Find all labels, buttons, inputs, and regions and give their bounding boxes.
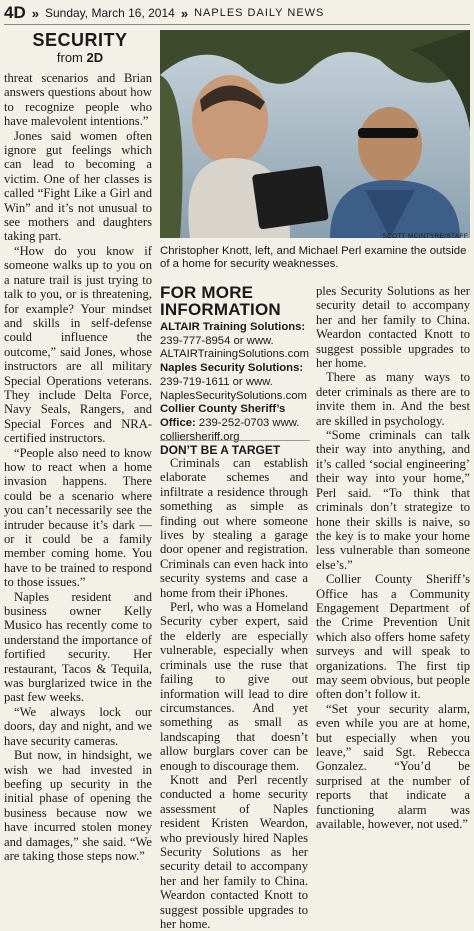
paragraph: “We always lock our doors, day and night, and we have security cameras. — [4, 704, 152, 748]
jump-from — [10, 50, 150, 66]
info-title-line: INFORMATION — [160, 300, 281, 319]
paragraph: Perl, who was a Homeland Security cyber expert, said the elderly are especially vulnerable, especially when criminals use the ruse that failing to give out information will lead to dire circumstances. And yet something as small as landscaping that doesn’t allow burglars cover can be enough to discourage them. — [160, 600, 308, 773]
jump-from-page: 2D — [86, 50, 104, 65]
info-entry-name: ALTAIR Training Solutions: — [160, 321, 306, 333]
paragraph: “Some criminals can talk their way into anything, and it’s called ‘social engineering’ their way into your home,” Perl said. “To think that criminals don’t strategize to hone their skills is naive, so the key is to make your home less vulnerable than someone else’s.” — [316, 428, 470, 572]
jump-kicker: SECURITY — [32, 30, 128, 50]
info-entry-name: Collier County Sheriff’s Office: — [160, 403, 286, 429]
paragraph: ples Security Solutions as her security detail to accompany her and her family to China. Weardon contacted Knott to suggest possible upgrades to her home. — [316, 284, 470, 371]
issue-date: Sunday, March 16, 2014 — [44, 6, 175, 20]
paragraph: Criminals can establish elaborate schemes and infiltrate a residence through something as simple as finding out where someone lives by stealing a garage door opener and registration. Criminals can even hack into security systems and case a home from their iPhones. — [160, 456, 308, 600]
article-column-1 — [4, 71, 152, 863]
photo-illustration — [160, 30, 470, 238]
info-entry-detail: 239-719-1611 or www. NaplesSecuritySolutions.com — [160, 375, 307, 402]
jump-from-prefix: from — [56, 50, 83, 65]
paragraph: “Set your security alarm, even while you are at home, but especially when you leave,” said Sgt. Rebecca Gonzalez. “You’d be surprised at the number of reports that indicate a functioning alarm was available, however, not used.” — [316, 701, 470, 832]
paragraph: Jones said women often ignore gut feelings which can lead to becoming a victim. One of her classes is called “Fight Like a Girl and Win” and it’s not unusual to see mothers and daughters taking part. — [4, 128, 152, 244]
info-entry-detail: 239-777-8954 or www. ALTAIRTrainingSolutions.com — [160, 334, 310, 361]
article-column-3 — [316, 284, 470, 856]
chevron-right-icon: » — [180, 5, 189, 21]
info-entry-name: Naples Security Solutions: — [160, 362, 304, 375]
paragraph: Collier County Sheriff’s Office has a Community Engagement Department of the Crime Prevention Unit which also offers home safety surveys and will speak to organizations. The first tip may seem obvious, but people often don’t follow it. — [316, 572, 470, 702]
page-header — [4, 2, 470, 25]
page-number: 4D — [4, 3, 26, 22]
paragraph: Naples resident and business owner Kelly Musico has recently come to understand the importance of fortified security. Her restaurant, Tacos & Tequila, was burglarized twice in the past few weeks. — [4, 589, 152, 705]
info-entry — [160, 321, 310, 362]
jump-headline — [10, 30, 150, 66]
section-subhead: DON’T BE A TARGET — [160, 440, 310, 457]
paragraph: There as many ways to deter criminals as there are to invite them in. And the best are skilled in psychology. — [316, 370, 470, 428]
info-box — [160, 284, 310, 444]
paragraph: Knott and Perl recently conducted a home security assessment of Naples resident Kristen Weardon, who previously hired Naples Security Solutions as her security detail to accompany her and her family to China. Weardon contacted Knott to suggest possible upgrades to her home. — [160, 772, 308, 931]
paragraph: “How do you know if someone walks up to you on a nature trail is just trying to talk to you, or is threatening, for example? Your mindset and skills in self-defense could influence the outcome,” said Jones, whose instructors are all military Special Operations veterans. They include Delta Force, Navy Seals, Rangers, and Special Forces and NRA-certified instructors. — [4, 243, 152, 446]
photo-caption: Christopher Knott, left, and Michael Perl examine the outside of a home for security weaknesses. — [160, 245, 467, 270]
info-box-body — [160, 321, 310, 444]
chevron-right-icon: » — [31, 5, 39, 21]
paragraph: But now, in hindsight, we wish we had invested in beefing up security in the initial phase of opening the business because now we have incurred stolen money and damages,” she said. “We are taking those steps now.” — [4, 748, 152, 863]
info-entry — [160, 362, 310, 403]
info-box-title — [160, 284, 310, 318]
paragraph: threat scenarios and Brian answers questions about how to recognize people who have malevolent intentions.” — [4, 71, 152, 129]
photo-credit: SCOTT MCINTYRE/STAFF — [382, 233, 468, 240]
info-entry — [160, 403, 310, 444]
paragraph: “People also need to know how to react when a home invasion happens. There could be a scenario where you can’t necessarily see the intruder because it’s dark — or it could be a family member coming home. You have to be trained to respond to those issues.” — [4, 445, 152, 590]
news-photo — [160, 30, 470, 238]
article-column-2 — [160, 456, 308, 931]
info-title-line: FOR MORE — [160, 283, 254, 302]
publication-name: NAPLES DAILY NEWS — [194, 7, 325, 19]
info-entry-detail: 239-252-0703 www. colliersheriff.org — [160, 416, 300, 443]
